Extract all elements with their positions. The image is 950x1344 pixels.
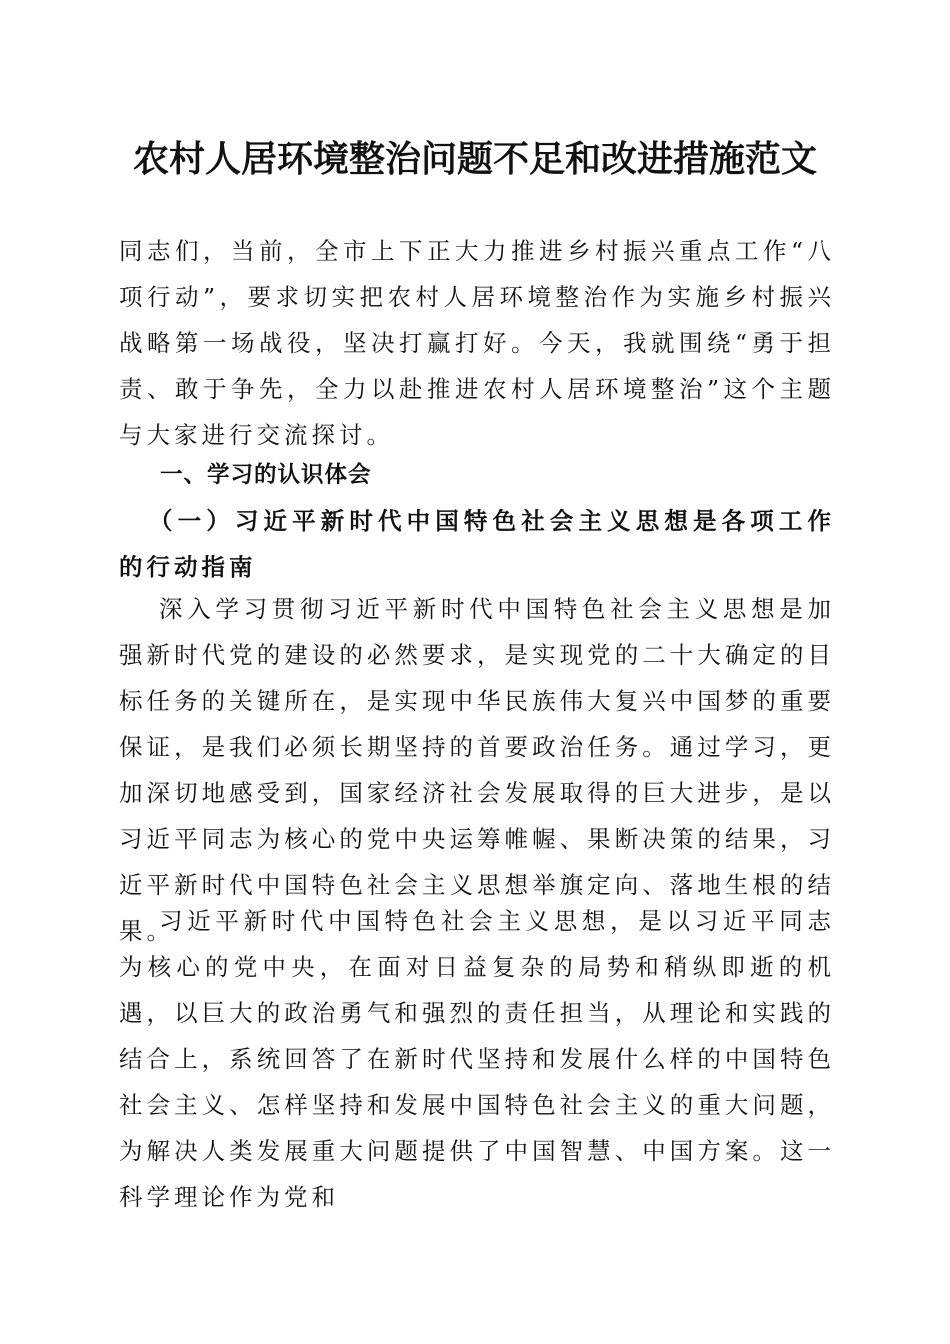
section-heading: 一、学习的认识体会 xyxy=(160,462,372,488)
body-paragraph-1: 深入学习贯彻习近平新时代中国特色社会主义思想是加强新时代党的建设的必然要求，是实现党的二十大确定的目标任务的关键所在，是实现中华民族伟大复兴中国梦的重要保证，是我们必须长期坚持的首要政治任务。通过学习，更加深切地感受到，国家经济社会发展取得的巨大进步，是以习近平同志为核心的党中央运筹帷幄、果断决策的结果，习近平新时代中国特色社会主义思想举旗定向、落地生根的结果。 xyxy=(119,595,835,945)
subsection-heading: （一）习近平新时代中国特色社会主义思想是各项工作的行动指南 xyxy=(119,507,835,581)
intro-paragraph: 同志们，当前，全市上下正大力推进乡村振兴重点工作“八项行动”，要求切实把农村人居环境整治作为实施乡村振兴战略第一场战役，坚决打赢打好。今天，我就围绕“勇于担责、敢于争先，全力以赴推进农村人居环境整治”这个主题与大家进行交流探讨。 xyxy=(119,237,835,449)
body-paragraph-2: 习近平新时代中国特色社会主义思想，是以习近平同志为核心的党中央，在面对日益复杂的局势和稍纵即逝的机遇，以巨大的政治勇气和强烈的责任担当，从理论和实践的结合上，系统回答了在新时代坚持和发展什么样的中国特色社会主义、怎样坚持和发展中国特色社会主义的重大问题，为解决人类发展重大问题提供了中国智慧、中国方案。这一科学理论作为党和 xyxy=(119,907,835,1211)
document-title: 农村人居环境整治问题不足和改进措施范文 xyxy=(132,138,817,180)
